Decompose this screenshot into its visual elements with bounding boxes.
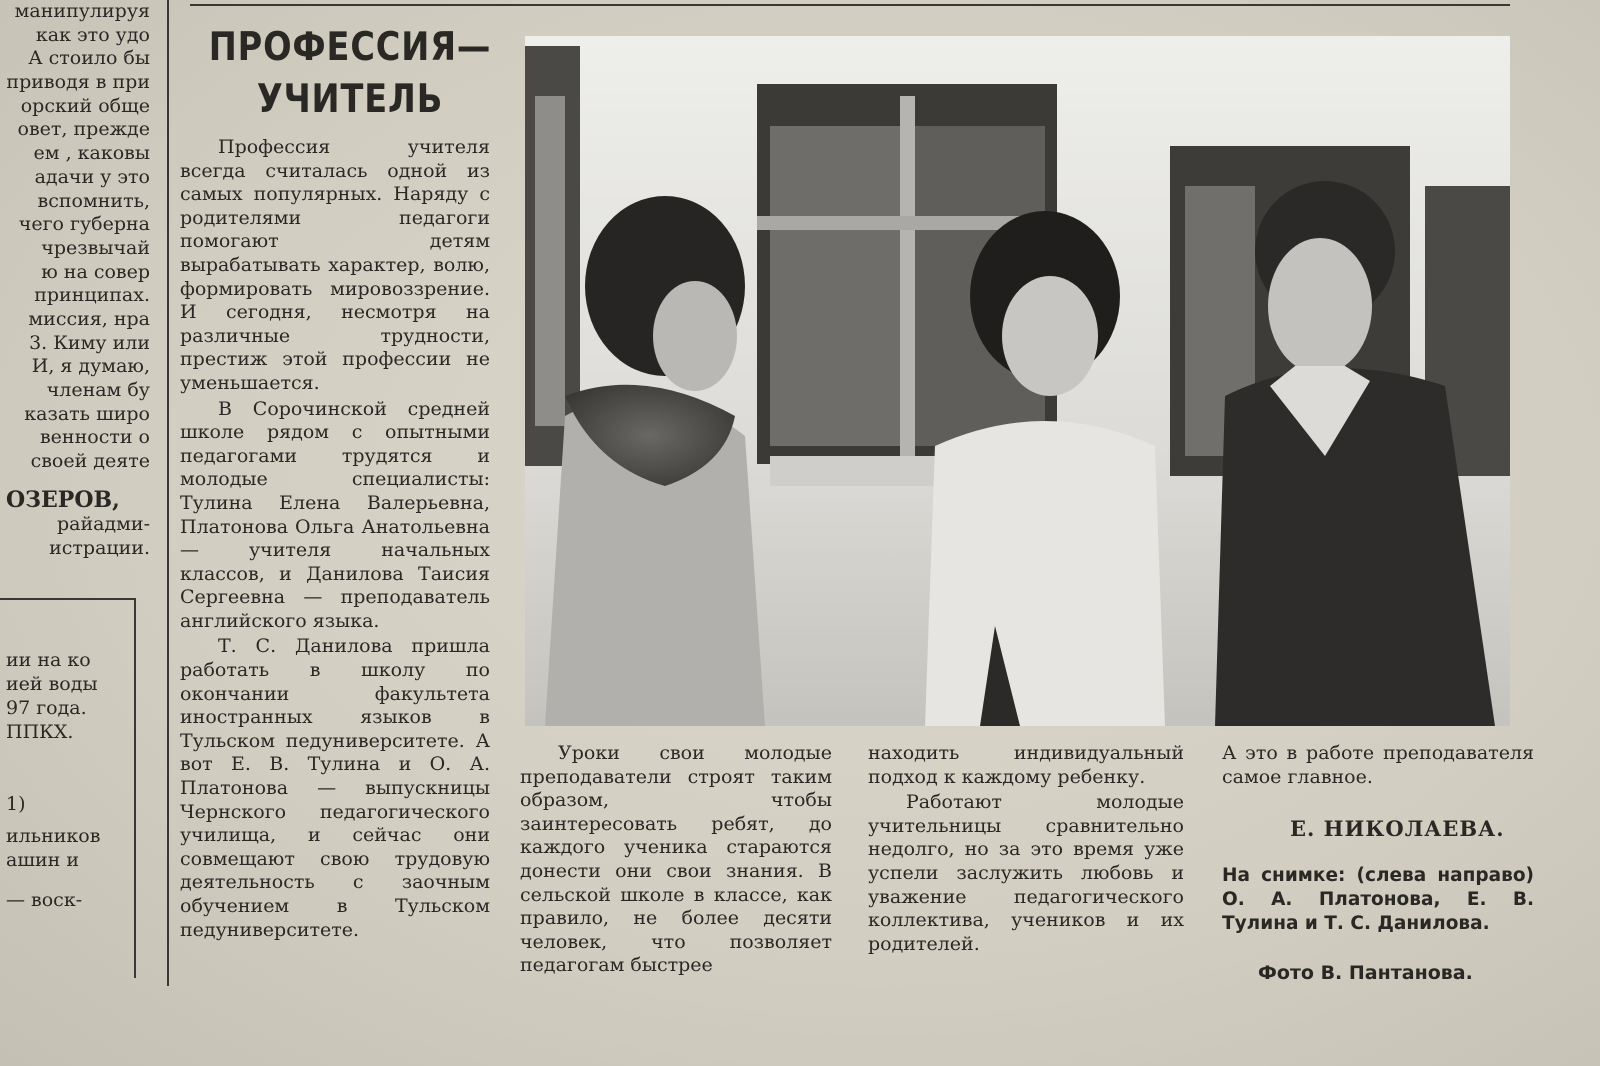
article-column-4 [1222,742,1534,789]
neighbor-text-line: манипулируя [14,0,150,22]
photo-image [525,36,1510,726]
neighbor-text-line: как это удо [35,23,150,46]
photo-caption: На снимке: (слева направо) О. А. Платонова, Е. В. Тулина и Т. С. Данилова. [1222,865,1534,934]
neighbor-text-line: принципах. [34,284,150,307]
article-paragraph-2: В Сорочинской средней школе рядом с опытными педагогами трудятся и молодые специалисты: Тулина Елена Валерьевна, Платонова Ольга Анатольевна — учителя начальных классов, и Данилова Таисия Сергеевна — преподаватель английского языка. [180,397,490,632]
neighbor-text-line: А стоило бы [28,47,150,70]
neighbor-text-line: И, я думаю, [31,355,150,378]
article-paragraph-5b: Работают молодые учительницы сравнительно недолго, но за это время уже успели заслужить любовь и уважение педагогического коллектива, учеников и их родителей. [868,791,1184,955]
notice-text-line: ии на ко [6,649,91,671]
signature-name: ОЗЕРОВ, [6,487,120,513]
column-divider [167,0,169,986]
article-paragraph-1: Профессия учителя всегда считалась одной из самых популярных. Наряду с родителями педагоги помогают детям вырабатывать характер, волю, формировать мировоззрение. И сегодня, несмотря на различные трудности, престиж этой профессии не уменьшается. [180,136,490,394]
signature-title-line1: райадми- [56,513,150,535]
article-paragraph-5a: находить индивидуальный подход к каждому ребенку. [868,742,1184,788]
signature-title-line2: истрации. [49,537,150,559]
top-rule [190,4,1510,6]
neighbor-text-line: своей деяте [30,450,150,473]
neighbor-text-line: казать широ [24,402,150,425]
neighbor-text-line: 3. Киму или [29,331,150,354]
neighbor-boxed-notice [0,598,136,978]
photo-credit: Фото В. Пантанова. [1258,962,1473,984]
article-paragraph-3: Т. С. Данилова пришла работать в школу по окончании факультета иностранных языков в Тульском педуниверситете. А вот Е. В. Тулина и О. А. Платонова — выпускницы Чернского педагогического училища, и сейчас они совмещают свою трудовую деятельность с заочным обучением в Тульском педуниверситете. [180,635,490,941]
neighbor-text-line: венности о [39,426,150,449]
notice-text-line: ППКХ. [6,721,74,743]
neighbor-text-line: ю на совер [41,260,150,283]
article-byline: Е. НИКОЛАЕВА. [1290,816,1505,841]
neighbor-text-line: ем , каковы [33,142,150,165]
article-photo [525,36,1510,726]
neighbor-text-line: вспомнить, [37,189,150,212]
headline-line1: ПРОФЕССИЯ— [208,25,492,70]
neighbor-text-line: приводя в при [6,71,150,94]
headline-line2: УЧИТЕЛЬ [256,77,444,122]
neighbor-article-signature [0,488,150,560]
notice-text-line: — воск- [6,889,83,911]
article-column-2 [520,742,832,978]
notice-text-line: 1) [6,793,26,815]
article-column-3 [868,742,1184,956]
neighbor-text-line: чего губерна [18,213,150,236]
notice-text-line: ашин и [6,849,80,871]
notice-text-line: 97 года. [6,697,87,719]
neighbor-text-line: чрезвычай [41,236,150,259]
neighbor-text-line: овет, прежде [17,118,150,141]
article-column-1 [180,136,490,942]
article-paragraph-4: Уроки свои молодые преподаватели строят таким образом, чтобы заинтересовать ребят, до каждого ученика стараются донести они свои знания. В сельской школе в классе, как правило, не более десяти человек, что позволяет педагогам быстрее [520,742,832,977]
article-paragraph-6: А это в работе преподавателя самое главное. [1222,742,1534,788]
notice-text-line: ильников [6,825,101,847]
neighbor-text-line: миссия, нра [28,307,150,330]
notice-text-line: ией воды [6,673,98,695]
article-headline [208,22,492,126]
neighbor-text-line: адачи у это [34,165,150,188]
neighbor-text-line: орский обще [20,94,150,117]
neighbor-article-text [0,0,150,474]
neighbor-text-line: членам бу [46,379,150,401]
